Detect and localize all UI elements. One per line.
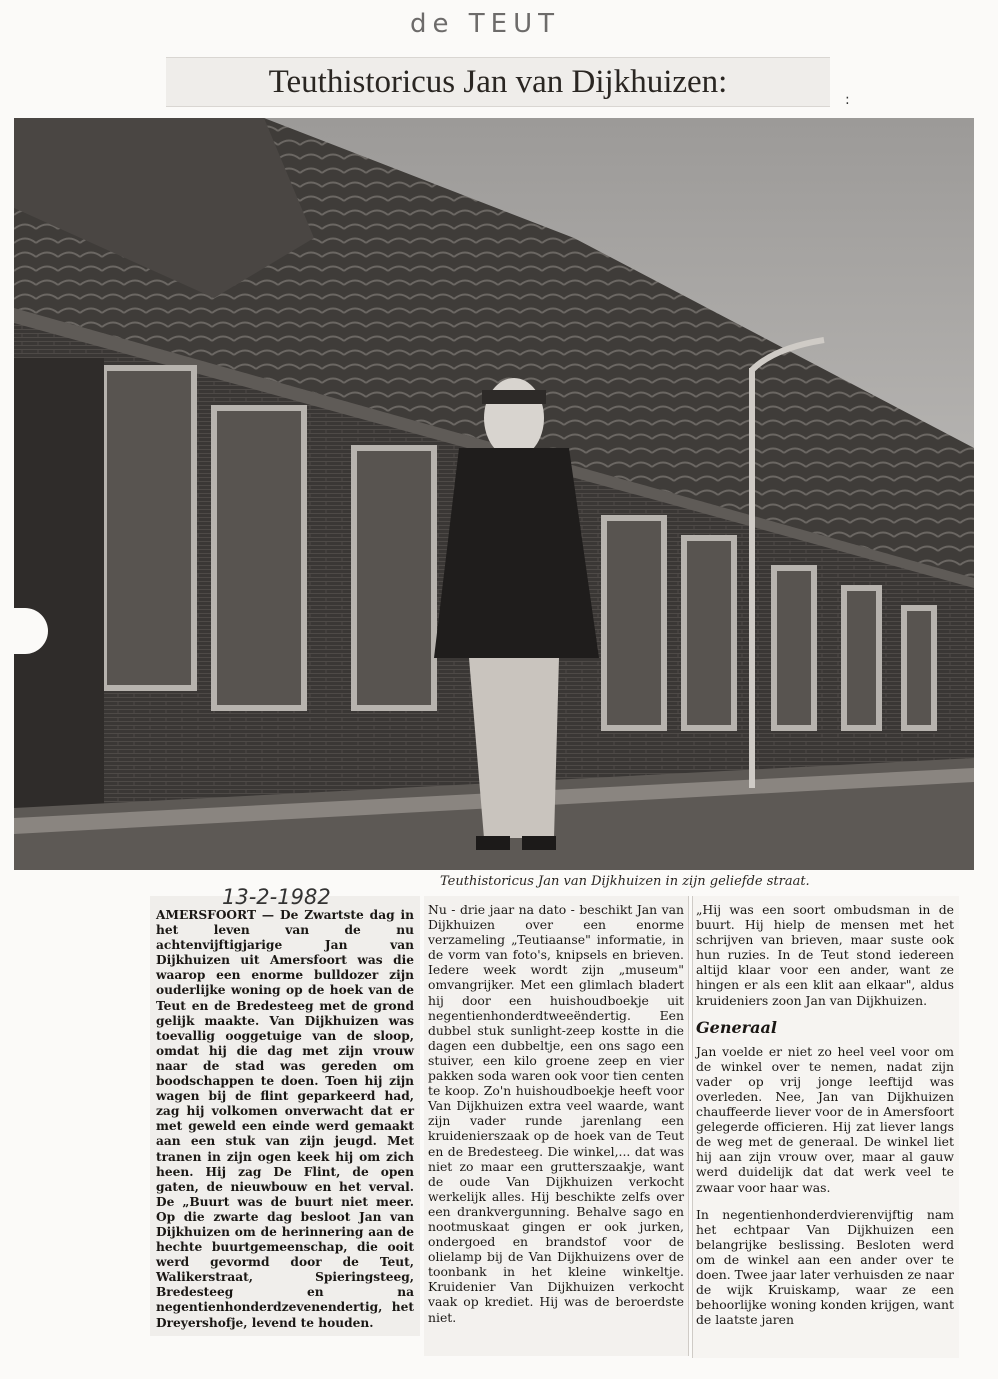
headline-strip xyxy=(166,57,830,107)
street-photo xyxy=(14,118,974,870)
handwritten-date: 13-2-1982 xyxy=(222,885,331,909)
column-3-paragraph-3: In negentienhonderdvierenvijftig nam het echtpaar Van Dijkhuizen een belangrijke beslissing. Besloten werd om de winkel aan een ander over te doen. Twee jaar later verhuisden ze naar de wijk Kruiskamp, waar ze een behoorlijke woning konden krijgen, want de laatste jaren xyxy=(696,1206,954,1328)
article-column-1 xyxy=(156,908,414,1331)
column-1-text: AMERSFOORT — De Zwartste dag in het leven van de nu achtenvijftigjarige Jan van Dijkhuizen uit Amersfoort was die waarop een enorme bulldozer zijn ouderlijke woning op de hoek van de Teut en de Bredesteeg met de grond gelijk maakte. Van Dijkhuizen was toevallig ooggetuige van de sloop, omdat hij die dag met zijn vrouw naar de stad was gereden om boodschappen te doen. Toen hij zijn wagen bij de flint geparkeerd had, zag hij volkomen onverwacht dat er met geweld een einde werd gemaakt aan een stuk van zijn jeugd. Met tranen in zijn ogen keek hij om zich heen. Hij zag De Flint, de open gaten, de nieuwbouw en het verval. De „Buurt was de buurt niet meer. Op die zwarte dag besloot Jan van Dijkhuizen om de herinnering aan de hechte buurtgemeenschap, die ooit werd gevormd door de Teut, Walikerstraat, Spieringsteeg, Bredesteeg en na negentienhonderdzevenendertig, het Dreyershofje, levend te houden. xyxy=(156,908,414,1330)
corner-mark: : xyxy=(845,92,850,108)
photo-caption: Teuthistoricus Jan van Dijkhuizen in zijn geliefde straat. xyxy=(440,874,810,889)
paragraph-gap xyxy=(696,1195,954,1207)
street-photo-illustration xyxy=(14,118,974,870)
column-3-paragraph-1: „Hij was een soort ombudsman in de buurt. Hij hielp de mensen met het schrijven van brieven, maar suste ook hun ruzies. In de Teut stond iedereen altijd klaar voor een ander, want ze hingen er als een klit aan elkaar", aldus kruideniers zoon Jan van Dijkhuizen. xyxy=(696,902,954,1008)
column-2-text: Nu - drie jaar na dato - beschikt Jan van Dijkhuizen over een enorme verzameling „Teutiaanse" informatie, in de vorm van foto's, knipsels en brieven. Iedere week wordt zijn „museum" omvangrijker. Met een glimlach bladert hij door een huishoudboekje uit negentienhonderdtweeëndertig. Een dubbel stuk sunlight-zeep kostte in die dagen een dubbeltje, een ons sago een stuiver, een kilo groene zeep en vier pakken soda waren ook voor tien centen te koop. Zo'n huishoudboekje heeft voor Van Dijkhuizen extra veel waarde, want zijn vader runde jarenlang een kruidenierszaak op de hoek van de Teut en de Bredesteeg. Die winkel,... dat was niet zo maar een grutterszaakje, want de oude Van Dijkhuizen verkocht werkelijk alles. Hij beschikte zelfs over een drankvergunning. Behalve sago en nootmuskaat gingen er ook jurken, ondergoed en brandstof voor de olielamp bij de Van Dijkhuizens over de toonbank in het kleine winkeltje. Kruidenier Van Dijkhuizen verkocht vaak op krediet. Hij was de beroerdste niet. xyxy=(428,902,684,1325)
article-column-3 xyxy=(696,902,954,1327)
column-3-paragraph-2: Jan voelde er niet zo heel veel voor om de winkel over te nemen, nadat zijn vader op vrij jonge leeftijd was overleden. Nee, Jan van Dijkhuizen chauffeerde liever voor de in Amersfoort gelegerde officieren. Hij zat liever langs de weg met de generaal. De winkel liet hij aan zijn vrouw over, maar al gauw werd duidelijk dat dat werk veel te zwaar voor haar was. xyxy=(696,1043,954,1195)
handwritten-note: de TEUT xyxy=(410,9,560,39)
headline: Teuthistoricus Jan van Dijkhuizen: xyxy=(268,64,728,100)
article-column-2 xyxy=(428,902,684,1325)
subheading-generaal: Generaal xyxy=(696,1017,777,1037)
